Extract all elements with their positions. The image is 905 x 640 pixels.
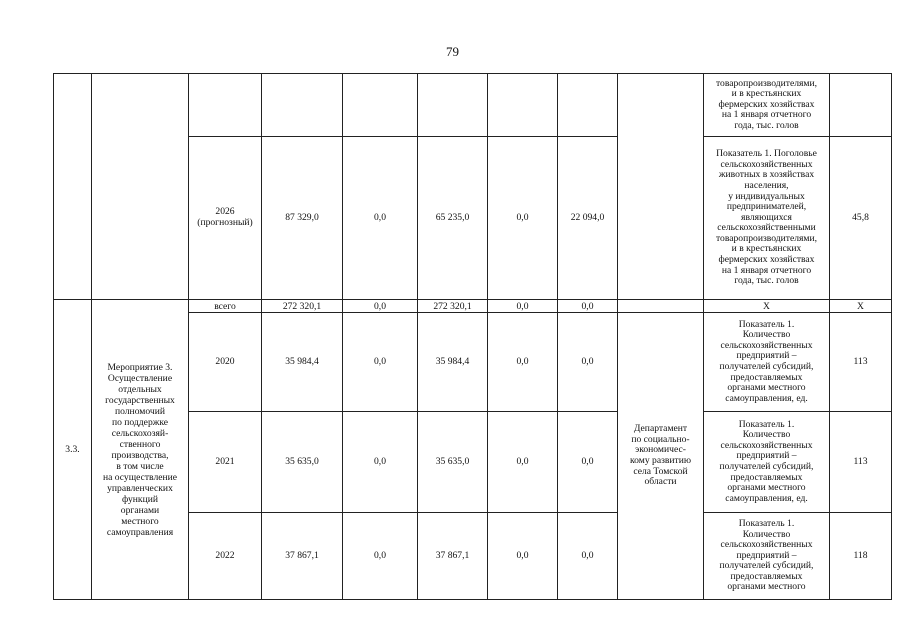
indicator-value-cell: 113 (830, 412, 892, 513)
total-cell: 87 329,0 (262, 137, 343, 300)
federal-budget-cell: 0,0 (343, 412, 418, 513)
year-cell: 2022 (189, 513, 262, 600)
indicator-value-cell: 118 (830, 513, 892, 600)
extrabudgetary-cell: 0,0 (558, 300, 618, 313)
federal-budget-cell: 0,0 (343, 300, 418, 313)
extrabudgetary-cell: 0,0 (558, 313, 618, 412)
executor-cell: Департамент по социально- экономичес- кому развитию села Томской области (618, 313, 704, 600)
total-cell: 35 984,4 (262, 313, 343, 412)
indicator-cell: товаропроизводителями, и в крестьянских фермерских хозяйствах на 1 января отчетного года, тыс. голов (704, 74, 830, 137)
local-budget-cell: 0,0 (488, 513, 558, 600)
item-number-cell (54, 74, 92, 300)
indicator-cell: Показатель 1. Количество сельскохозяйственных предприятий – получателей субсидий, предоставляемых органами местного самоуправления, ед. (704, 313, 830, 412)
extrabudgetary-cell: 0,0 (558, 513, 618, 600)
item-name-cell: Мероприятие 3. Осуществление отдельных государственных полномочий по поддержке сельскохозяй- ственного производства, в том числе на осуществление управленческих функций органами местного самоуправления (92, 300, 189, 600)
extrabudgetary-cell (558, 74, 618, 137)
regional-budget-cell (418, 74, 488, 137)
year-cell: 2021 (189, 412, 262, 513)
regional-budget-cell: 272 320,1 (418, 300, 488, 313)
page-number: 79 (446, 44, 459, 59)
executor-cell (618, 300, 704, 313)
indicator-cell: Показатель 1. Поголовье сельскохозяйственных животных в хозяйствах населения, у индивидуальных предпринимателей, являющихся сельскохозяйственными товаропроизводителями, и в крестьянских фермерских хозяйствах на 1 января отчетного года, тыс. голов (704, 137, 830, 300)
extrabudgetary-cell: 22 094,0 (558, 137, 618, 300)
federal-budget-cell (343, 74, 418, 137)
federal-budget-cell: 0,0 (343, 513, 418, 600)
executor-cell (618, 74, 704, 300)
year-cell: всего (189, 300, 262, 313)
local-budget-cell: 0,0 (488, 137, 558, 300)
indicator-value-cell: 113 (830, 313, 892, 412)
indicator-cell: Показатель 1. Количество сельскохозяйственных предприятий – получателей субсидий, предоставляемых органами местного самоуправления, ед. (704, 412, 830, 513)
federal-budget-cell: 0,0 (343, 313, 418, 412)
indicator-cell: Х (704, 300, 830, 313)
total-cell: 35 635,0 (262, 412, 343, 513)
indicator-value-cell: 45,8 (830, 137, 892, 300)
table-row (54, 300, 892, 313)
federal-budget-cell: 0,0 (343, 137, 418, 300)
local-budget-cell: 0,0 (488, 412, 558, 513)
local-budget-cell (488, 74, 558, 137)
total-cell (262, 74, 343, 137)
table-row (54, 74, 892, 137)
year-cell (189, 74, 262, 137)
local-budget-cell: 0,0 (488, 313, 558, 412)
extrabudgetary-cell: 0,0 (558, 412, 618, 513)
regional-budget-cell: 35 635,0 (418, 412, 488, 513)
indicator-value-cell (830, 74, 892, 137)
total-cell: 272 320,1 (262, 300, 343, 313)
regional-budget-cell: 35 984,4 (418, 313, 488, 412)
item-number-cell: 3.3. (54, 300, 92, 600)
indicator-value-cell: Х (830, 300, 892, 313)
regional-budget-cell: 65 235,0 (418, 137, 488, 300)
indicator-cell: Показатель 1. Количество сельскохозяйственных предприятий – получателей субсидий, предоставляемых органами местного (704, 513, 830, 600)
year-cell: 2020 (189, 313, 262, 412)
item-name-cell (92, 74, 189, 300)
program-table (53, 73, 892, 600)
regional-budget-cell: 37 867,1 (418, 513, 488, 600)
year-cell: 2026 (прогнозный) (189, 137, 262, 300)
local-budget-cell: 0,0 (488, 300, 558, 313)
total-cell: 37 867,1 (262, 513, 343, 600)
